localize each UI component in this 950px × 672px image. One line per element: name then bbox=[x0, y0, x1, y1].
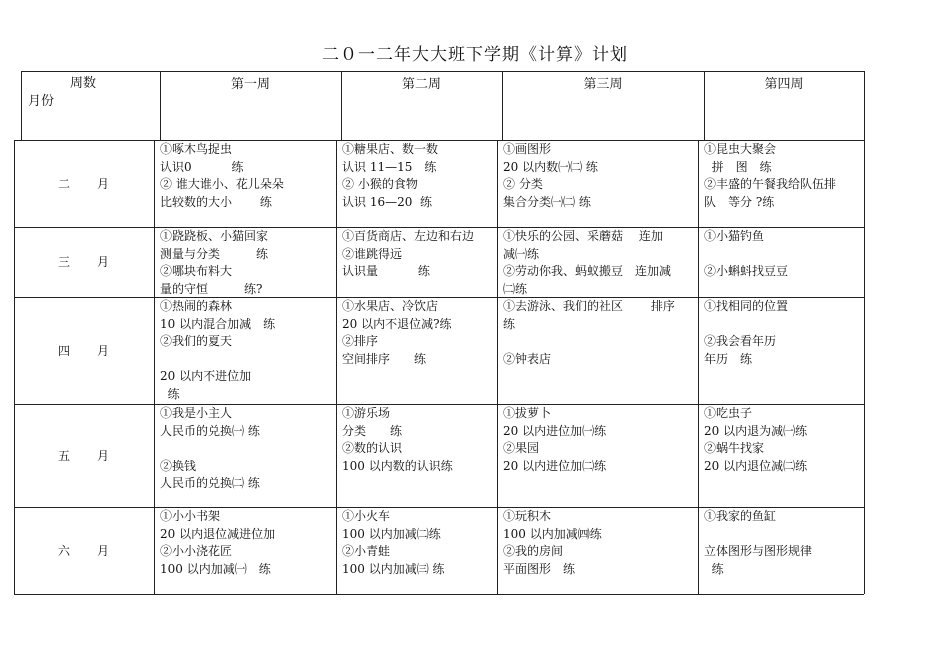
cell-line: ①糖果店、数一数 bbox=[342, 142, 439, 156]
cell-line: 测量与分类 练 bbox=[160, 246, 269, 261]
corner-weeks-label: 周数 bbox=[70, 76, 97, 91]
cell-line: ①去游泳、我们的社区 排序 bbox=[503, 299, 675, 313]
plan-cell bbox=[497, 141, 698, 211]
cell-line bbox=[503, 333, 698, 351]
cell-line: 认识量 练 bbox=[342, 264, 430, 278]
cell-line: 队 等分 ?练 bbox=[704, 194, 775, 209]
week-header-3: 第三周 bbox=[583, 77, 623, 92]
body-col-rule bbox=[864, 140, 865, 594]
plan-cell bbox=[497, 508, 698, 578]
cell-line: ①水果店、冷饮店 bbox=[342, 299, 439, 313]
cell-line: ①我家的鱼缸 bbox=[704, 509, 777, 523]
cell-line: ①百货商店、左边和右边 bbox=[342, 229, 475, 243]
cell-line: 人民币的兑换㈡ 练 bbox=[160, 476, 260, 490]
plan-cell bbox=[698, 405, 864, 475]
cell-line bbox=[160, 440, 336, 458]
cell-line bbox=[704, 246, 864, 264]
cell-line bbox=[704, 526, 864, 544]
header-col-rule bbox=[864, 71, 865, 140]
cell-line: ①跷跷板、小猫回家 bbox=[160, 229, 269, 243]
cell-line: 练 bbox=[503, 316, 516, 331]
plan-cell bbox=[154, 141, 336, 211]
plan-cell bbox=[154, 508, 336, 578]
cell-line: 年历 练 bbox=[704, 351, 753, 366]
cell-line: 立体图形与图形规律 bbox=[704, 544, 813, 558]
week-header-1: 第一周 bbox=[230, 77, 270, 92]
cell-line: 100 以内加减㈣练 bbox=[503, 526, 602, 541]
corner-months-label: 月份 bbox=[28, 94, 55, 109]
plan-cell bbox=[336, 298, 497, 368]
cell-line: ①我是小主人 bbox=[160, 406, 233, 420]
cell-line: 量的守恒 练? bbox=[160, 281, 263, 296]
week-header-4: 第四周 bbox=[764, 77, 804, 92]
cell-line: ②谁跳得远 bbox=[342, 246, 403, 261]
cell-line bbox=[704, 316, 864, 334]
cell-line: 100 以内加减㈢ 练 bbox=[342, 561, 445, 576]
header-top-rule bbox=[21, 71, 864, 72]
cell-line: ㈡练 bbox=[503, 281, 528, 296]
cell-line: ①小猫钓鱼 bbox=[704, 229, 765, 243]
cell-line: ②丰盛的午餐我给队伍排 bbox=[704, 177, 837, 191]
body-col-rule bbox=[14, 140, 15, 594]
cell-line: ①游乐场 bbox=[342, 406, 391, 420]
month-label: 六 月 bbox=[57, 543, 110, 558]
cell-line: ②小蝌蚪找豆豆 bbox=[704, 264, 789, 278]
cell-line: 认识 16—20 练 bbox=[342, 194, 432, 209]
cell-line: ①昆虫大聚会 bbox=[704, 142, 777, 156]
cell-line: ②钟表店 bbox=[503, 351, 552, 366]
cell-line bbox=[160, 351, 336, 369]
cell-line: 减㈠练 bbox=[503, 246, 540, 261]
cell-line: 100 以内加减㈡练 bbox=[342, 526, 441, 541]
month-label: 三 月 bbox=[57, 255, 110, 269]
cell-line: ②劳动你我、蚂蚁搬豆 连加减 bbox=[503, 264, 672, 278]
cell-line: ①快乐的公园、采蘑菇 连加 bbox=[503, 229, 663, 243]
cell-line: 20 以内不退位减?练 bbox=[342, 316, 452, 331]
cell-line: 认识 11—15 练 bbox=[342, 159, 437, 174]
plan-cell bbox=[698, 141, 864, 211]
cell-line: 20 以内退位减㈡练 bbox=[704, 458, 808, 473]
cell-line: ②哪块布料大 bbox=[160, 264, 233, 278]
cell-line: ②我会看年历 bbox=[704, 334, 777, 348]
cell-line: 认识0 练 bbox=[160, 159, 244, 174]
header-col-rule bbox=[21, 71, 22, 140]
cell-line: 100 以内加减㈠ 练 bbox=[160, 561, 271, 576]
cell-line: 分类 练 bbox=[342, 423, 403, 438]
month-label: 四 月 bbox=[57, 343, 110, 358]
cell-line: 20 以内数㈠㈡ 练 bbox=[503, 159, 598, 174]
plan-cell bbox=[497, 405, 698, 475]
cell-line: ①玩积木 bbox=[503, 509, 552, 523]
cell-line: ①热闹的森林 bbox=[160, 299, 233, 313]
cell-line: 20 以内退为减㈠练 bbox=[704, 423, 808, 438]
cell-line: ② 谁大谁小、花儿朵朵 bbox=[160, 177, 284, 191]
cell-line: ②数的认识 bbox=[342, 441, 403, 455]
cell-line: ②我们的夏天 bbox=[160, 334, 233, 348]
plan-cell bbox=[154, 228, 336, 298]
cell-line: ②蜗牛找家 bbox=[704, 441, 765, 455]
cell-line: ② 分类 bbox=[503, 177, 543, 191]
cell-line: ②换钱 bbox=[160, 458, 197, 473]
cell-line: 集合分类㈠㈡ 练 bbox=[503, 194, 591, 209]
page-title: 二０一二年大大班下学期《计算》计划 bbox=[322, 45, 628, 65]
cell-line: 100 以内数的认识练 bbox=[342, 458, 453, 473]
cell-line: ②排序 bbox=[342, 334, 379, 348]
plan-cell bbox=[336, 141, 497, 211]
cell-line: ①画图形 bbox=[503, 142, 552, 156]
cell-line: ①小小书架 bbox=[160, 509, 221, 523]
cell-line: ②我的房间 bbox=[503, 544, 564, 558]
cell-line: 比较数的大小 练 bbox=[160, 194, 272, 209]
cell-line: 空间排序 练 bbox=[342, 351, 427, 366]
cell-line: ② 小猴的食物 bbox=[342, 177, 418, 191]
plan-cell bbox=[154, 298, 336, 403]
cell-line: 拼 图 练 bbox=[704, 159, 772, 174]
plan-cell bbox=[698, 508, 864, 578]
cell-line: ①啄木鸟捉虫 bbox=[160, 142, 233, 156]
cell-line: ①拔萝卜 bbox=[503, 406, 552, 420]
cell-line: 练 bbox=[704, 561, 724, 576]
cell-line: ②小青蛙 bbox=[342, 544, 391, 558]
cell-line: 20 以内进位加㈡练 bbox=[503, 458, 607, 473]
cell-line: ①吃虫子 bbox=[704, 406, 753, 420]
month-label: 二 月 bbox=[57, 176, 110, 191]
plan-cell bbox=[336, 405, 497, 475]
cell-line: 10 以内混合加减 练 bbox=[160, 316, 276, 331]
cell-line: 20 以内进位加㈠练 bbox=[503, 423, 607, 438]
week-header-2: 第二周 bbox=[401, 77, 441, 92]
cell-line: 人民币的兑换㈠ 练 bbox=[160, 423, 260, 438]
cell-line: 平面图形 练 bbox=[503, 561, 576, 576]
plan-cell bbox=[497, 228, 698, 298]
plan-cell bbox=[497, 298, 698, 368]
cell-line: ①找相同的位置 bbox=[704, 299, 789, 313]
cell-line: ②果园 bbox=[503, 441, 540, 455]
month-label: 五 月 bbox=[57, 448, 110, 463]
cell-line: 20 以内不进位加 bbox=[160, 369, 252, 383]
plan-cell bbox=[698, 228, 864, 281]
plan-cell bbox=[336, 228, 497, 281]
plan-cell bbox=[698, 298, 864, 368]
cell-line: 20 以内退位减进位加 bbox=[160, 526, 276, 541]
plan-cell bbox=[336, 508, 497, 578]
cell-line: ②小小浇花匠 bbox=[160, 544, 233, 558]
cell-line: ①小火车 bbox=[342, 509, 391, 523]
plan-cell bbox=[154, 405, 336, 493]
cell-line: 练 bbox=[160, 386, 180, 401]
row-rule bbox=[14, 594, 864, 595]
